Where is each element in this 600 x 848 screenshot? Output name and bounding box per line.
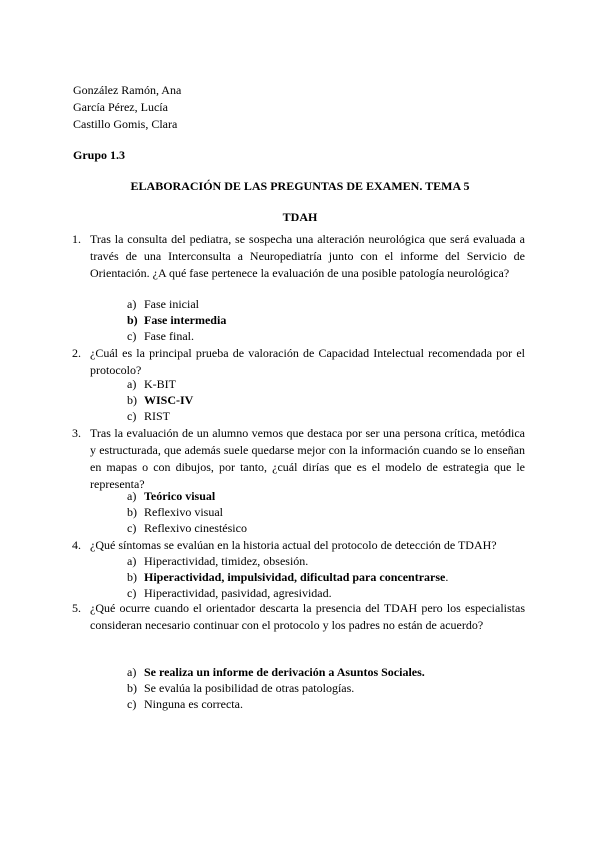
question-number: 2. <box>72 346 81 360</box>
question-text: Tras la consulta del pediatra, se sospecha una alteración neurológica que será evaluada a través de una Interconsulta a Neuropediatría junto con el informe del Servicio de Orientación. ¿A qué fase pertenece la evaluación de una posible patología neurológica? <box>90 232 525 280</box>
author-name: González Ramón, Ana <box>73 83 182 97</box>
question-text: ¿Cuál es la principal prueba de valoración de Capacidad Intelectual recomendada por el protocolo? <box>90 346 525 377</box>
question-number: 5. <box>72 601 81 615</box>
question-number: 1. <box>72 232 81 246</box>
question-5 <box>72 600 525 634</box>
question-4 <box>72 537 525 554</box>
question-number: 4. <box>72 538 81 552</box>
author-list <box>73 82 181 133</box>
question-text: ¿Qué síntomas se evalúan en la historia actual del protocolo de detección de TDAH? <box>90 538 497 552</box>
question-3 <box>72 425 525 493</box>
question-2 <box>72 345 525 379</box>
question-1 <box>72 231 525 282</box>
question-text: ¿Qué ocurre cuando el orientador descarta la presencia del TDAH pero los especialistas consideran necesario continuar con el protocolo y los padres no están de acuerdo? <box>90 601 525 632</box>
document-page: González Ramón, Ana García Pérez, Lucía Castillo Gomis, Clara Grupo 1.3 ELABORACIÓN DE LAS PREGUNTAS DE EXAMEN. TEMA 5 TDAH 1. Tras la consulta del pediatra, se sospecha una alteración neurológica que será evaluada a través de una Interconsulta a Neuropediatría junto con el informe del Servicio de Orientación. ¿A qué fase pertenece la evaluación de una posible patología neurológica? a) Fase inicial b) Fase intermedia c) Fase final. 2. ¿Cuál es la principal prueba de valoración de Capacidad Intelectual recomendada por el protocolo? a) K-BIT b) WISC-IV c) RIST 3. Tras la evaluación de un alumno vemos que destaca por ser una persona crítica, metódica y estructurada, que además suele quedarse mejor con la información cuando se lo enseñan en mapas o con dibujos, por tanto, ¿cuál dirías que es el modelo de estrategia que le representa? a) Teórico visual b) Reflexivo visual c) Reflexivo cinestésico 4. ¿Qué síntomas se evalúan en la historia actual del protocolo de detección de TDAH? a) Hiperactividad, timidez, obsesión. b) Hiperactividad, impulsividad, dificultad para concentrarse. c) Hiperactividad, pasividad, agresividad. 5. ¿Qué ocurre cuando el orientador descarta la presencia del TDAH pero los especialistas consideran necesario continuar con el protocolo y los padres no están de acuerdo? a) Se realiza un informe de derivación a Asuntos Sociales. b) Se evalúa la posibilidad de otras patologías. c) Ninguna es correcta. <box>0 0 600 848</box>
question-number: 3. <box>72 426 81 440</box>
author-name: Castillo Gomis, Clara <box>73 117 178 131</box>
document-title: ELABORACIÓN DE LAS PREGUNTAS DE EXAMEN. TEMA 5 <box>130 179 470 193</box>
question-text: Tras la evaluación de un alumno vemos que destaca por ser una persona crítica, metódica y estructurada, que además suele quedarse mejor con la información cuando se lo enseñan en mapas o con dibujos, por tanto, ¿cuál dirías que es el modelo de estrategia que le representa? <box>90 426 525 491</box>
group-label: Grupo 1.3 <box>73 148 126 162</box>
document-subtitle: TDAH <box>282 210 318 224</box>
author-name: García Pérez, Lucía <box>73 100 168 114</box>
